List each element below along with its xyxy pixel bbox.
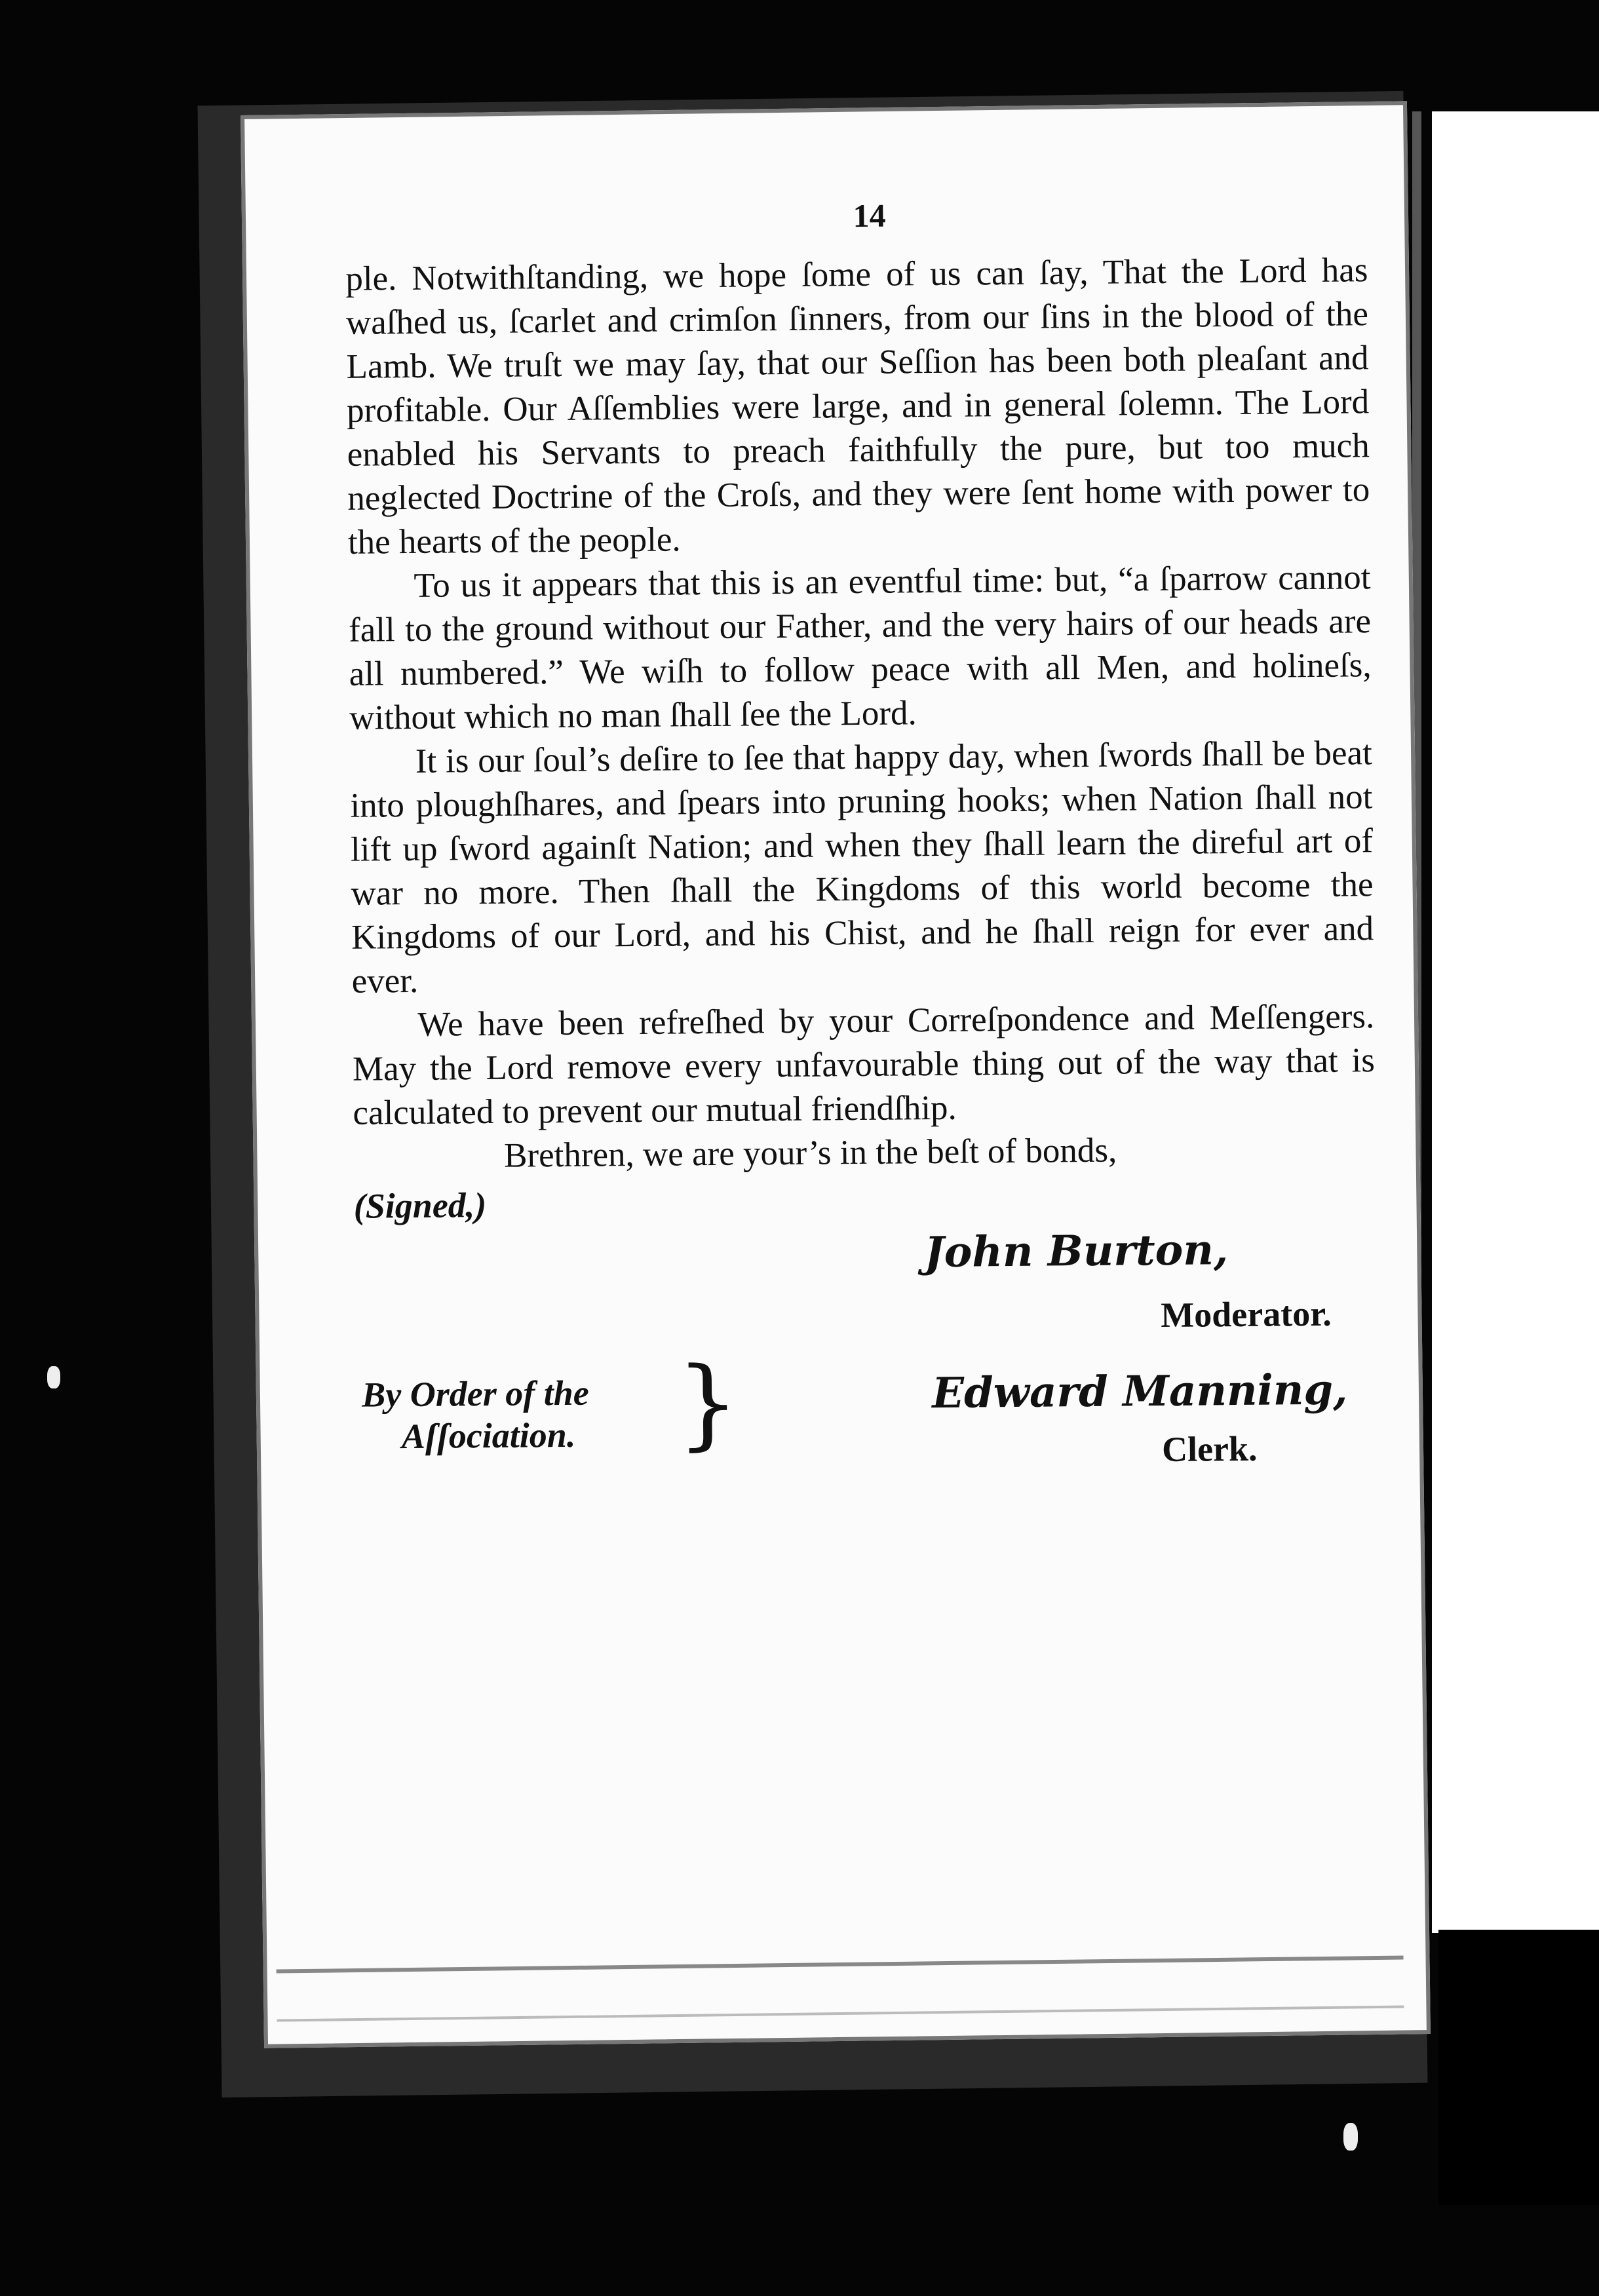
scan-speck: [47, 1366, 60, 1388]
paragraph-2: To us it appears that this is an eventful time: but, “a ſparrow cannot fall to the ground without our Father, and the very hairs of our heads are all numbered.” We wiſh to follow peace with all Men, and holineſs, without which no man ſhall ſee the Lord.: [348, 558, 1372, 737]
brace-glyph: }: [676, 1346, 740, 1461]
page-number: 14: [853, 197, 886, 235]
order-line-2: Aſſociation.: [401, 1415, 576, 1457]
facing-page-shadow: [1438, 1930, 1599, 2205]
paragraph-1: ple. Notwithſtanding, we hope ſome of us can ſay, That the Lord has waſhed us, ſcarlet and crimſon ſinners, from our ſins in the blood of the Lamb. We truſt we may ſay, that our Seſſion has been both pleaſant and profitable. Our Aſſemblies were large, and in general ſolemn. The Lord enabled his Servants to preach faithfully the pure, but too much neglected Doctrine of the Croſs, and they were ſent home with power to the hearts of the people.: [345, 251, 1370, 562]
paragraph-4: We have been refreſhed by your Correſpondence and Meſſengers. May the Lord remove every unfavourable thing out of the way that is calculated to prevent our mutual friendſhip.: [352, 997, 1376, 1132]
closing-line: Brethren, we are your’s in the beſt of bonds,: [503, 1131, 1117, 1175]
order-of-association: [362, 1372, 590, 1458]
clerk-title: Clerk.: [1161, 1428, 1258, 1470]
order-line-1: By Order of the: [362, 1373, 589, 1415]
clerk-signature: Edward Manning,: [931, 1365, 1348, 1419]
paragraph-3: It is our ſoul’s deſire to ſee that happy day, when ſwords ſhall be beat into ploughſhares, and ſpears into pruning hooks; when Nation ſhall not lift up ſword againſt Nation; and when they ſhall learn the direful art of war no more. Then ſhall the Kingdoms of this world become the Kingdoms of our Lord, and his Chist, and he ſhall reign for ever and ever.: [350, 734, 1374, 1001]
moderator-signature: John Burton,: [924, 1225, 1229, 1278]
scan-speck: [1343, 2123, 1358, 2151]
facing-page: [1432, 111, 1599, 1933]
page-text: [345, 192, 1378, 1502]
signed-label: (Signed,): [353, 1185, 487, 1226]
signature-block: [354, 1217, 1379, 1502]
moderator-title: Moderator.: [1160, 1293, 1332, 1335]
